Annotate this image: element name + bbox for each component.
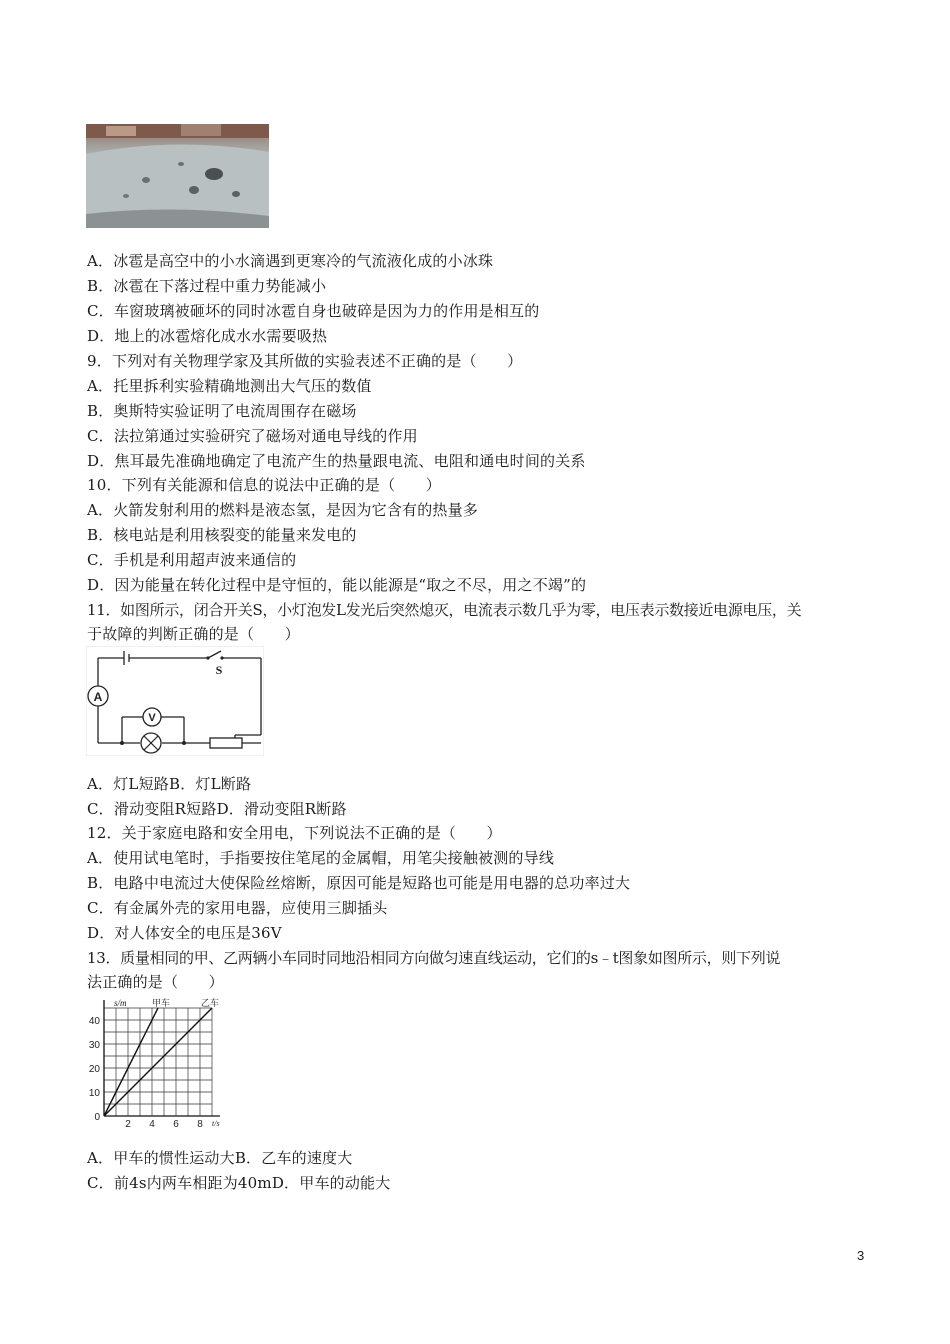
q12-option-c: C．有金属外壳的家用电器，应使用三脚插头 bbox=[87, 899, 388, 917]
q11-stem-line2: 于故障的判断正确的是（ ） bbox=[87, 625, 300, 643]
x-tick-label: 4 bbox=[149, 1119, 155, 1129]
q10-option-b: B．核电站是利用核裂变的能量来发电的 bbox=[87, 526, 357, 544]
q11-options-ab: A．灯L短路B．灯L断路 bbox=[87, 775, 252, 793]
x-tick-label: 2 bbox=[125, 1119, 131, 1129]
x-axis-label: t/s bbox=[212, 1119, 220, 1128]
hail-car-photo bbox=[86, 124, 269, 228]
q11-stem-line1: 11．如图所示，闭合开关S，小灯泡发L发光后突然熄灭，电流表示数几乎为零，电压表示数接近电源电压，关 bbox=[87, 601, 802, 619]
y-tick-label: 20 bbox=[88, 1064, 100, 1075]
series-line-1 bbox=[104, 1008, 158, 1116]
switch-label: S bbox=[215, 663, 223, 677]
q12-stem: 12．关于家庭电路和安全用电，下列说法不正确的是（ ） bbox=[87, 824, 502, 842]
q8-option-b: B．冰雹在下落过程中重力势能减小 bbox=[87, 277, 327, 295]
q12-option-a: A．使用试电笔时，手指要按住笔尾的金属帽，用笔尖接触被测的导线 bbox=[87, 849, 555, 867]
y-tick-label: 0 bbox=[94, 1112, 100, 1123]
x-tick-label: 6 bbox=[173, 1119, 179, 1129]
q11-options-cd: C．滑动变阻R短路D．滑动变阻R断路 bbox=[87, 800, 347, 818]
q10-option-a: A．火箭发射利用的燃料是液态氢，是因为它含有的热量多 bbox=[87, 501, 479, 519]
st-graph bbox=[86, 995, 236, 1129]
page-number: 3 bbox=[857, 1248, 865, 1263]
series-line-2 bbox=[104, 1008, 212, 1116]
q12-option-d: D．对人体安全的电压是36V bbox=[87, 924, 282, 942]
q13-stem-line2: 法正确的是（ ） bbox=[87, 973, 224, 991]
q10-option-d: D．因为能量在转化过程中是守恒的，能以能源是“取之不尽，用之不竭”的 bbox=[87, 576, 587, 594]
q13-stem-line1: 13．质量相同的甲、乙两辆小车同时同地沿相同方向做匀速直线运动，它们的s﹣t图象如图所示，则下列说 bbox=[87, 949, 781, 967]
series-label-yi: 乙车 bbox=[201, 999, 220, 1009]
q9-option-a: A．托里拆利实验精确地测出大气压的数值 bbox=[87, 377, 372, 395]
x-tick-label: 8 bbox=[197, 1119, 203, 1129]
q9-option-b: B．奥斯特实验证明了电流周围存在磁场 bbox=[87, 402, 357, 420]
q12-option-b: B．电路中电流过大使保险丝熔断，原因可能是短路也可能是用电器的总功率过大 bbox=[87, 874, 631, 892]
q13-options-ab: A．甲车的惯性运动大B．乙车的速度大 bbox=[87, 1149, 353, 1167]
circuit-diagram bbox=[86, 646, 264, 756]
q8-option-c: C．车窗玻璃被砸坏的同时冰雹自身也破碎是因为力的作用是相互的 bbox=[87, 302, 540, 320]
y-tick-label: 30 bbox=[88, 1040, 100, 1051]
q9-option-d: D．焦耳最先准确地确定了电流产生的热量跟电流、电阻和通电时间的关系 bbox=[87, 452, 586, 470]
q10-option-c: C．手机是利用超声波来通信的 bbox=[87, 551, 297, 569]
q8-option-a: A．冰雹是高空中的小水滴遇到更寒冷的气流液化成的小冰珠 bbox=[87, 252, 494, 270]
q13-options-cd: C．前4s内两车相距为40mD．甲车的动能大 bbox=[87, 1174, 391, 1192]
y-tick-label: 40 bbox=[88, 1016, 100, 1027]
voltmeter-label: V bbox=[148, 712, 156, 724]
y-axis-label: s/m bbox=[114, 998, 127, 1008]
q10-stem: 10．下列有关能源和信息的说法中正确的是（ ） bbox=[87, 476, 441, 494]
q9-stem: 9．下列对有关物理学家及其所做的实验表述不正确的是（ ） bbox=[87, 352, 523, 370]
series-label-jia: 甲车 bbox=[152, 999, 171, 1009]
y-tick-label: 10 bbox=[88, 1088, 100, 1099]
q8-option-d: D．地上的冰雹熔化成水水需要吸热 bbox=[87, 327, 328, 345]
ammeter-label: A bbox=[93, 690, 103, 704]
q9-option-c: C．法拉第通过实验研究了磁场对通电导线的作用 bbox=[87, 427, 418, 445]
